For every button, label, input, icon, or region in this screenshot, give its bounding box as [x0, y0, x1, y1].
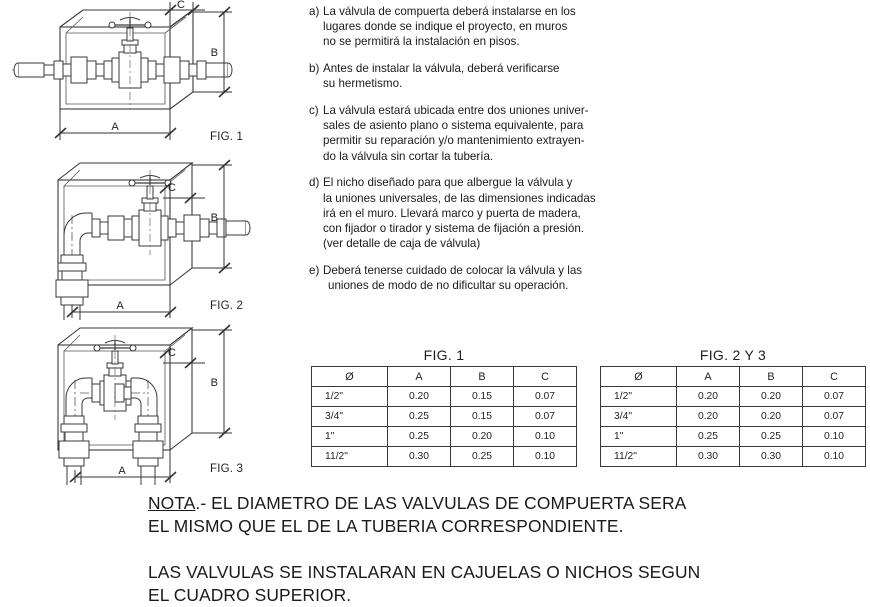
- figure-1-dim-c: C: [177, 0, 185, 11]
- cell-diameter: 3/4": [601, 407, 677, 427]
- figure-3-dim-b: B: [210, 377, 218, 389]
- cell-b: 0.20: [451, 427, 514, 447]
- note-item: [309, 4, 654, 50]
- figure-1-dim-b: B: [210, 47, 218, 59]
- bottom-note-line-1-text: .- EL DIAMETRO DE LAS VALVULAS DE COMPUERTA SERA: [195, 493, 687, 513]
- cell-b: 0.15: [451, 387, 514, 407]
- cell-a: 0.25: [388, 427, 451, 447]
- note-body: [323, 4, 576, 50]
- cell-a: 0.20: [677, 387, 740, 407]
- note-key: d): [309, 176, 320, 190]
- nota-label: NOTA: [148, 493, 196, 513]
- bottom-note-line-2: EL MISMO QUE EL DE LA TUBERIA CORRESPONDIENTE.: [148, 516, 624, 536]
- note-line: uniones de modo de no dificultar su operación.: [328, 279, 569, 293]
- note-item: [309, 61, 654, 91]
- cell-a: 0.30: [388, 447, 451, 467]
- figure-2-dim-c: C: [168, 182, 176, 194]
- note-line: no se permitirá la instalación en pisos.: [323, 35, 520, 49]
- bottom-note-line-3: LAS VALVULAS SE INSTALARAN EN CAJUELAS O NICHOS SEGUN: [148, 562, 701, 582]
- cell-c: 0.07: [514, 387, 577, 407]
- cell-b: 0.20: [740, 407, 803, 427]
- figure-1-dim-a: A: [111, 121, 119, 133]
- note-line: La válvula estará ubicada entre dos uniones univer-: [323, 104, 589, 118]
- cell-diameter: 1": [312, 427, 388, 447]
- table-row: [601, 407, 866, 427]
- header-b: B: [740, 367, 803, 387]
- cell-b: 0.25: [740, 427, 803, 447]
- header-a: A: [677, 367, 740, 387]
- cell-diameter: 1/2": [601, 387, 677, 407]
- figure-3-dim-c: C: [168, 347, 176, 359]
- figure-1-drawing: [0, 0, 300, 155]
- bottom-note-block: [148, 492, 848, 607]
- table-row: [601, 447, 866, 467]
- figure-2-dim-a: A: [116, 300, 124, 312]
- cell-diameter: 11/2": [601, 447, 677, 467]
- note-item: [309, 263, 654, 293]
- cell-a: 0.25: [388, 407, 451, 427]
- table-title-fig1: FIG. 1: [423, 347, 465, 363]
- table-row: [312, 407, 577, 427]
- cell-c: 0.10: [803, 447, 866, 467]
- note-line: sales de asiento plano o sistema equivalente, para: [323, 119, 584, 133]
- dimension-table-fig23-wrap: [600, 347, 866, 467]
- cell-a: 0.25: [677, 427, 740, 447]
- cell-c: 0.07: [803, 387, 866, 407]
- cell-b: 0.30: [740, 447, 803, 467]
- figure-2-label: FIG. 2: [210, 300, 244, 312]
- note-line: lugares donde se indique el proyecto, en muros: [323, 20, 568, 34]
- header-c: C: [514, 367, 577, 387]
- specification-notes: [309, 4, 654, 305]
- dimension-table-fig23: [600, 366, 866, 467]
- note-body: [323, 175, 596, 251]
- note-body: [323, 103, 589, 164]
- header-a: A: [388, 367, 451, 387]
- cell-diameter: 1": [601, 427, 677, 447]
- table-row: [601, 427, 866, 447]
- cell-a: 0.20: [677, 407, 740, 427]
- note-line: la uniones universales, de las dimensiones indicadas: [323, 191, 596, 205]
- note-line: El nicho diseñado para que albergue la válvula y: [323, 176, 573, 190]
- cell-c: 0.10: [514, 427, 577, 447]
- cell-b: 0.20: [740, 387, 803, 407]
- table-header-row: [601, 367, 866, 387]
- header-diameter: Ø: [312, 367, 388, 387]
- cell-b: 0.25: [451, 447, 514, 467]
- note-key: e): [309, 263, 320, 277]
- table-row: [312, 447, 577, 467]
- note-line: Antes de instalar la válvula, deberá verificarse: [323, 62, 560, 76]
- figure-3-dim-a: A: [118, 465, 126, 477]
- cell-c: 0.07: [514, 407, 577, 427]
- figure-3-label: FIG. 3: [210, 463, 244, 475]
- note-body: [323, 263, 582, 293]
- note-item: [309, 175, 654, 251]
- bottom-note-line-1: [148, 492, 848, 515]
- note-line: permitir su reparación y/o mantenimiento extrayen-: [323, 134, 585, 148]
- note-key: b): [309, 62, 320, 76]
- cell-b: 0.15: [451, 407, 514, 427]
- cell-a: 0.20: [388, 387, 451, 407]
- header-diameter: Ø: [601, 367, 677, 387]
- cell-diameter: 3/4": [312, 407, 388, 427]
- note-line: irá en el muro. Llevará marco y puerta de madera,: [323, 206, 581, 220]
- cell-diameter: 11/2": [312, 447, 388, 467]
- table-row: [601, 387, 866, 407]
- note-key: c): [309, 104, 319, 118]
- note-key: a): [309, 5, 320, 18]
- note-line: con fijador o tirador y sistema de fijación a presión.: [323, 221, 584, 235]
- dimension-table-fig1: [311, 366, 577, 467]
- cell-diameter: 1/2": [312, 387, 388, 407]
- figure-2-drawing: [0, 155, 300, 320]
- table-row: [312, 387, 577, 407]
- note-line: (ver detalle de caja de válvula): [323, 237, 481, 251]
- note-body: [323, 61, 560, 91]
- note-line: do la válvula sin cortar la tubería.: [323, 149, 494, 163]
- cell-c: 0.10: [803, 427, 866, 447]
- dimension-table-fig1-wrap: [311, 347, 577, 467]
- cell-c: 0.10: [514, 447, 577, 467]
- cell-c: 0.07: [803, 407, 866, 427]
- table-title-fig23: FIG. 2 Y 3: [699, 347, 767, 363]
- figure-2-dim-b: B: [210, 212, 218, 224]
- table-header-row: [312, 367, 577, 387]
- note-item: [309, 103, 654, 164]
- note-line: su hermetismo.: [323, 77, 403, 91]
- header-b: B: [451, 367, 514, 387]
- bottom-note-line-4: EL CUADRO SUPERIOR.: [148, 585, 352, 605]
- figure-1-label: FIG. 1: [210, 131, 244, 143]
- table-row: [312, 427, 577, 447]
- figure-3-drawing: [0, 320, 300, 485]
- header-c: C: [803, 367, 866, 387]
- note-line: La válvula de compuerta deberá instalarse en los: [323, 5, 576, 18]
- bottom-note-spacer: [148, 538, 848, 561]
- note-line: Deberá tenerse cuidado de colocar la válvula y las: [323, 263, 583, 277]
- cell-a: 0.30: [677, 447, 740, 467]
